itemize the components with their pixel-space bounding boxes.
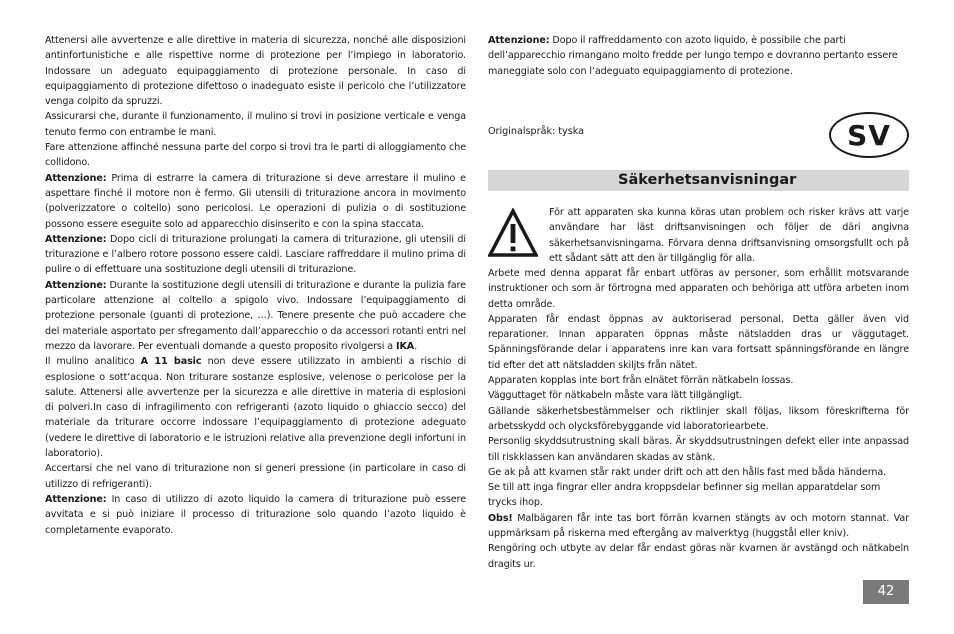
- paragraph-text: Dopo cicli di triturazione prolungati la camera di triturazione, gli utensili di triturazione e l’albero rotore possono essere caldi. Lasciare raffreddare il mulino prima di pulire o di effettuare una sostituzione degli utensili di triturazione.: [45, 233, 466, 276]
- italian-cold-warning: [488, 33, 909, 79]
- paragraph: [45, 171, 466, 232]
- paragraph: [488, 33, 909, 79]
- paragraph: Assicurarsi che, durante il funzionamento, il mulino si trovi in posizione verticale e venga tenuto fermo con entrambe le mani.: [45, 111, 466, 138]
- paragraph-text: non deve essere utilizzato in ambienti a rischio di esplosione o sott’acqua. Non triturare sostanze esplosive, velenose o pericolose per la salute. Attenersi alle avvertenze per la sicurezza e alle direttive in materia di esplosioni di polveri.In caso di infragilimento con refrigeranti (azoto liquido o ghiaccio secco) del materiale da triturare occorre indossare l’equipaggiamento di protezione adeguato (vedere le direttive di laboratorio e le istruzioni relative alla prevenzione degli infortuni in laboratorio).: [45, 356, 467, 460]
- paragraph: [488, 511, 909, 542]
- paragraph: [45, 354, 466, 461]
- paragraph: Personlig skyddsutrustning skall bäras. Är skyddsutrustningen defekt eller inte anpassad till riskklassen kan användaren skadas av stänk.: [488, 436, 909, 463]
- attention-label: Attenzione:: [45, 233, 107, 245]
- paragraph-text: In caso di utilizzo di azoto liquido la camera di triturazione può essere avvitata e si può iniziare il processo di triturazione solo quando l’azoto liquido è completamente evaporato.: [45, 493, 466, 536]
- paragraph-text: Durante la sostituzione degli utensili di triturazione e durante la pulizia fare particolare attenzione al coltello a spigolo vivo. Indossare l’equipaggiamento di protezione personale (guanti di protezione, …). Tenere presente che può accadere che del materiale asportato per sfregamento dall’apparecchio o da accessori rotanti entri nel mezzo da lavorare. Per eventuali domande a questo proposito rivolgersi a: [45, 279, 466, 352]
- italian-safety-column: [45, 33, 466, 538]
- paragraph-text: Dopo il raffreddamento con azoto liquido, è possibile che parti dell’apparecchio rimangano molto fredde per lungo tempo e dovranno pertanto essere maneggiate solo con l’adeguato equipaggiamento di protezione.: [488, 35, 898, 77]
- attention-label: Attenzione:: [45, 172, 107, 184]
- paragraph: Rengöring och utbyte av delar får endast göras när kvarnen är avstängd och nätkabeln dragits ur.: [488, 543, 909, 570]
- model-name: A 11 basic: [140, 356, 202, 368]
- paragraph: [45, 278, 466, 354]
- paragraph: [45, 232, 466, 278]
- page-number: 42: [863, 580, 909, 604]
- paragraph: Ge ak på att kvarnen står rakt under drift och att den hålls fast med båda händerna.: [488, 466, 887, 478]
- paragraph: Vägguttaget för nätkabeln måste vara lätt tillgängligt.: [488, 390, 743, 402]
- section-title: Säkerhetsanvisningar: [488, 170, 909, 191]
- paragraph: Apparaten kopplas inte bort från elnätet förrän nätkabeln lossas.: [488, 375, 794, 387]
- intro-paragraph: [549, 205, 909, 266]
- paragraph-text: Prima di estrarre la camera di triturazione si deve arrestare il mulino e aspettare finché il motore non è fermo. Gli utensili di triturazione ancora in movimento (polverizzatore o coltello) sono pericolosi. Le operazioni di pulizia o di sostituzione possono essere eseguite solo ad apparecchio disinserito e con la spina staccata.: [45, 172, 466, 230]
- paragraph: För att apparaten ska kunna köras utan problem och risker krävs att varje användare har läst driftsanvisningen och följer de däri angivna säkerhetsanvisningarna. Förvara denna driftsanvisning omsorgsfullt och på ett sådant sätt att den är tillgänglig för alla.: [549, 207, 909, 264]
- paragraph-text: Il mulino analitico: [45, 356, 141, 368]
- paragraph: Arbete med denna apparat får enbart utföras av personer, som erhållit motsvarande instruktioner och som är förtrogna med apparaten och behöriga att utföra arbeten inom detta område.: [488, 268, 909, 310]
- attention-label: Attenzione:: [45, 279, 107, 291]
- paragraph: Gällande säkerhetsbestämmelser och riktlinjer skall följas, liksom föreskrifterna för arbetsskydd och olycksförebyggande vid laboratoriearbete.: [488, 405, 909, 432]
- original-language-note: Originalspråk: tyska: [488, 126, 584, 137]
- swedish-safety-column: [488, 266, 909, 572]
- paragraph-text: Malbägaren får inte tas bort förrän kvarnen stängts av och motorn stannat. Var uppmärksam på riskerna med eftergång av malverktyg (huggstål eller kniv).: [488, 512, 909, 540]
- paragraph: Apparaten får endast öppnas av auktoriserad personal. Detta gäller även vid reparationer. Innan apparaten öppnas måste nätsladden dras ur väggutaget. Spänningsförande delar i apparatens inre kan vara fortsatt spänningsförande en längre tid efter det att nätsladden skiljts från nätet.: [488, 313, 909, 371]
- language-badge: SV: [829, 112, 909, 158]
- paragraph: Fare attenzione affinché nessuna parte del corpo si trovi tra le parti di alloggiamento che collidono.: [45, 142, 466, 169]
- paragraph: Attenersi alle avvertenze e alle direttive in materia di sicurezza, nonché alle disposizioni antinfortunistiche e alle rispettive norme di protezione per l’impiego in laboratorio. Indossare un adeguato equipaggiamento di protezione personale. In caso di equipaggiamento di protezione difettoso o inadeguato esiste il pericolo che l’utilizzatore venga colpito da spruzzi.: [45, 35, 466, 108]
- attention-label: Attenzione:: [488, 35, 550, 46]
- paragraph: Se till att inga fingrar eller andra kroppsdelar befinner sig mellan apparatdelar som trycks ihop.: [488, 482, 881, 509]
- paragraph: [45, 492, 466, 538]
- warning-triangle-icon: [488, 208, 538, 258]
- obs-label: Obs!: [488, 512, 513, 524]
- attention-label: Attenzione:: [45, 493, 107, 505]
- brand-name: IKA: [396, 340, 415, 352]
- paragraph-text: .: [414, 340, 418, 352]
- paragraph: Accertarsi che nel vano di triturazione non si generi pressione (in particolare in caso di utilizzo di refrigeranti).: [45, 463, 466, 490]
